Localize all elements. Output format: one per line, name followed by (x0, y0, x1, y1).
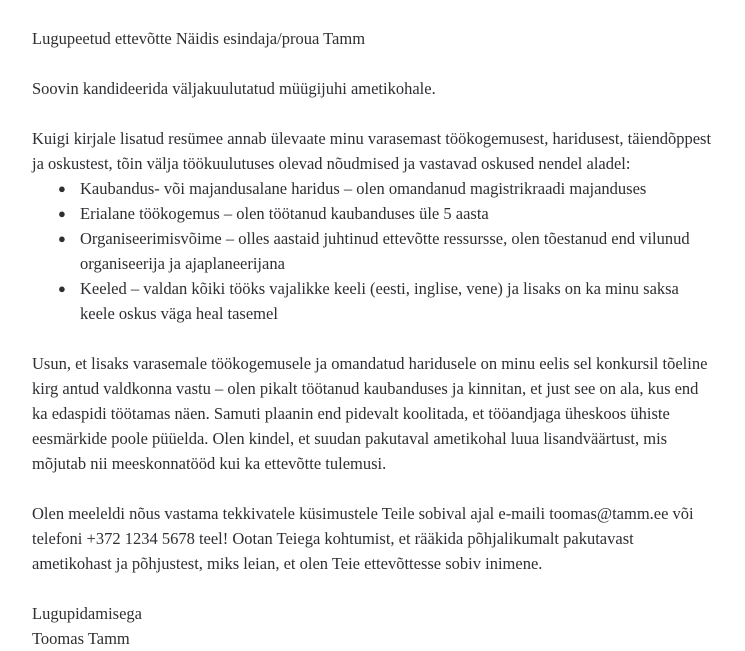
list-item-text: Kaubandus- või majandusalane haridus – olen omandanud magistrikraadi majanduses (80, 179, 647, 198)
signature-block (32, 601, 716, 651)
bullet-icon: ● (58, 181, 66, 196)
valediction: Lugupidamisega (32, 604, 142, 623)
summary-paragraph: Kuigi kirjale lisatud resümee annab ülevaate minu varasemast töökogemusest, haridusest, täiendõppest ja oskustest, tõin välja töökuulutuses olevad nõudmised ja vastavad oskused nendel aladel: (32, 129, 712, 173)
contact-paragraph: Olen meeleldi nõus vastama tekkivatele küsimustele Teile sobival ajal e-maili toomas@tamm.ee või telefoni +372 1234 5678 teel! Ootan Teiega kohtumist, et rääkida põhjalikumalt pakutavast ametikohast ja põhjustest, miks leian, et olen Teie ettevõttesse sobiv inimene. (32, 504, 694, 573)
bullet-icon: ● (58, 281, 66, 296)
bullet-icon: ● (58, 231, 66, 246)
salutation-paragraph: Lugupeetud ettevõtte Näidis esindaja/proua Tamm (32, 29, 366, 48)
list-item (32, 276, 716, 326)
list-item-text: Erialane töökogemus – olen töötanud kaubanduses üle 5 aasta (80, 204, 489, 223)
motivation-paragraph: Usun, et lisaks varasemale töökogemusele ja omandatud haridusele on minu eelis sel konkursil tõeline kirg antud valdkonna vastu – olen pikalt töötanud kaubanduses ja kinnitan, et just see on ala, kus end ka edaspidi töötamas näen. Samuti plaanin end pidevalt koolitada, et tööandjaga üheskoos ühiste eesmärkide poole püüelda. Olen kindel, et suudan pakutaval ametikohal luua lisandväärtust, mis mõjutab nii meeskonnatööd kui ka ettevõtte tulemusi. (32, 354, 708, 473)
bullet-icon: ● (58, 206, 66, 221)
list-item (32, 226, 716, 276)
sender-name: Toomas Tamm (32, 629, 130, 648)
list-item (32, 201, 716, 226)
cover-letter-body (32, 26, 716, 651)
list-item (32, 176, 716, 201)
qualifications-list (32, 176, 716, 326)
intro-paragraph: Soovin kandideerida väljakuulutatud müügijuhi ametikohale. (32, 79, 436, 98)
list-item-text: Organiseerimisvõime – olles aastaid juhtinud ettevõtte ressursse, olen tõestanud end vilunud organiseerija ja ajaplaneerijana (80, 229, 690, 273)
list-item-text: Keeled – valdan kõiki tööks vajalikke keeli (eesti, inglise, vene) ja lisaks on ka minu saksa keele oskus väga heal tasemel (80, 279, 679, 323)
